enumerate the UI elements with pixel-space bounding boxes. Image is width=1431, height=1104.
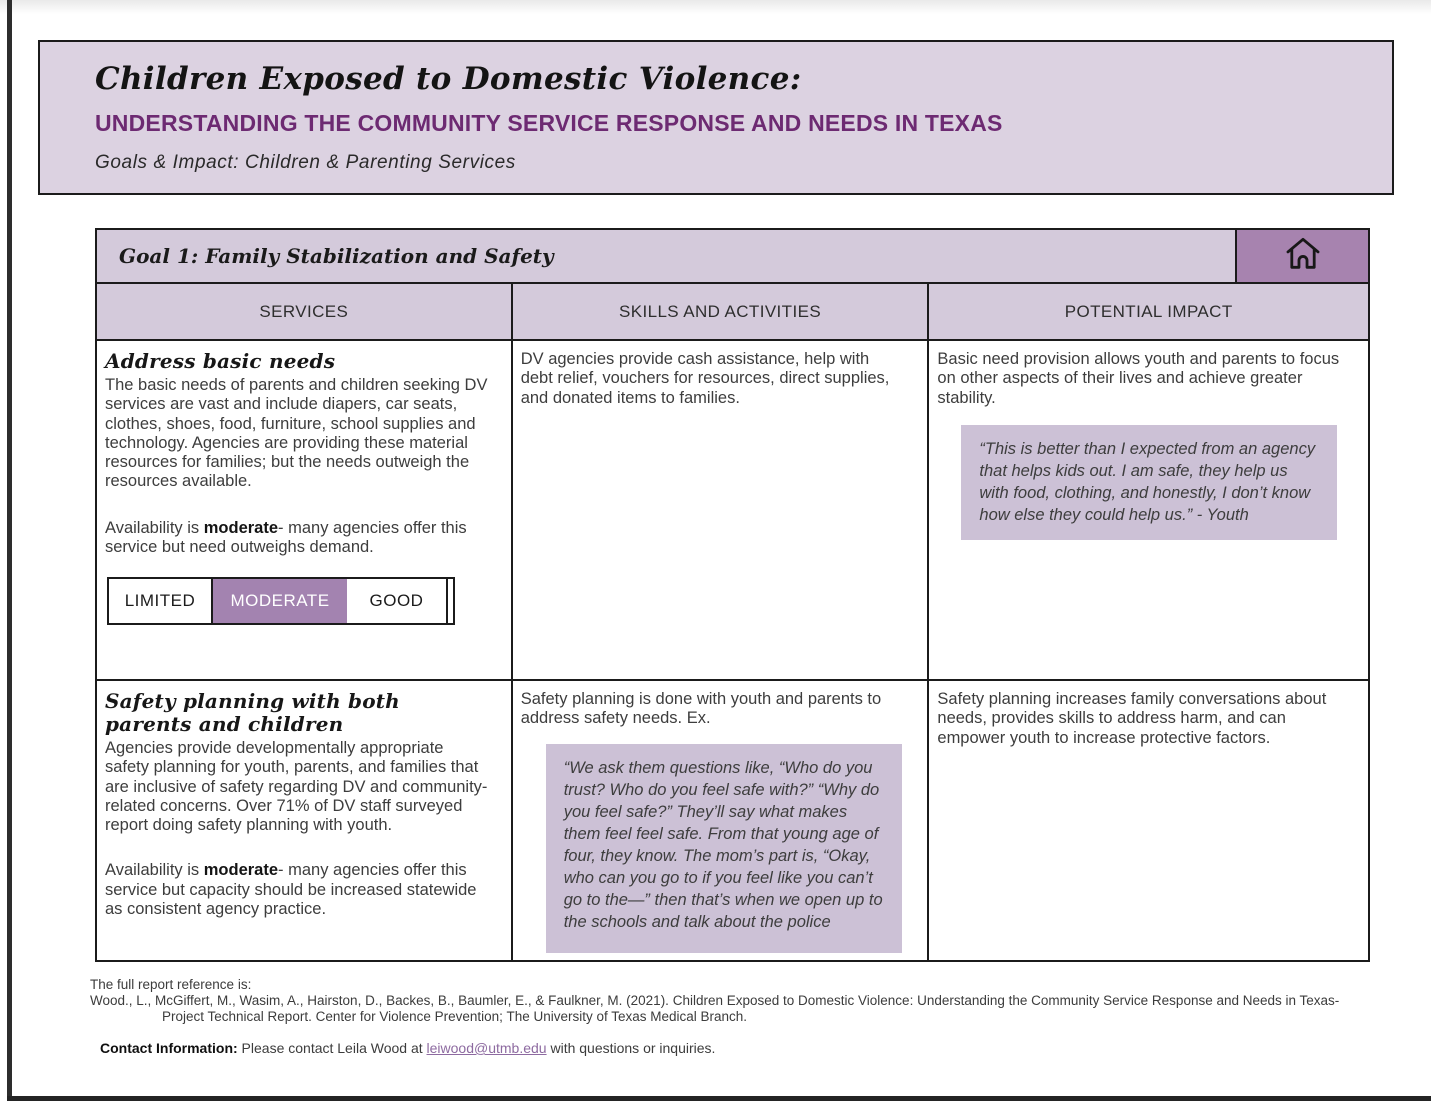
services-cell-basic-needs — [97, 341, 513, 679]
service-heading: Address basic needs — [105, 349, 336, 373]
table-row-basic-needs — [97, 341, 1368, 679]
services-cell-safety-planning — [97, 681, 513, 960]
column-header-impact: POTENTIAL IMPACT — [929, 284, 1368, 339]
scale-filler — [448, 579, 453, 623]
goal-title-row — [97, 230, 1368, 282]
availability-prefix: Availability is — [105, 861, 204, 880]
page-bottom-border — [7, 1096, 1431, 1101]
youth-quote-box: “This is better than I expected from an agency that helps kids out. I am safe, they help us with food, clothing, and honestly, I don’t know how else they could help us.” - Youth — [961, 425, 1337, 540]
availability-prefix: Availability is — [105, 518, 204, 537]
table-row-safety-planning — [97, 679, 1368, 960]
staff-quote-box: “We ask them questions like, “Who do you trust? Who do you feel safe with?” “Why do you feel safe?” They’ll say what makes them feel feel safe. From that young age of four, they know. The mom’s part is, “Okay, who can you go to if you feel like you can’t go to the—” then that’s when we open up to the schools and talk about the police — [546, 744, 902, 954]
document-title: Children Exposed to Domestic Violence: — [95, 61, 802, 97]
impact-cell-basic-needs — [929, 341, 1368, 679]
availability-note — [105, 861, 489, 919]
contact-email-link[interactable]: leiwood@utmb.edu — [426, 1040, 547, 1056]
impact-description: Basic need provision allows youth and parents to focus on other aspects of their lives and achieve greater stability. — [937, 350, 1340, 407]
document-header-banner — [38, 40, 1394, 195]
home-icon — [1282, 233, 1324, 280]
page-top-shadow — [0, 0, 1431, 14]
column-header-row — [97, 282, 1368, 341]
availability-note — [105, 519, 489, 558]
availability-suffix: - many agencies offer this service but capacity should be increased statewide as consistent agency practice. — [105, 861, 477, 919]
reference-intro: The full report reference is: — [90, 977, 252, 992]
document-tagline: Goals & Impact: Children & Parenting Services — [95, 152, 516, 173]
goal-table — [95, 228, 1370, 962]
scale-option-moderate-selected: MODERATE — [213, 579, 347, 623]
scale-option-limited: LIMITED — [109, 579, 213, 623]
page-left-border — [7, 0, 12, 1101]
scale-option-good: GOOD — [347, 579, 448, 623]
contact-text-post: with questions or inquiries. — [550, 1040, 716, 1056]
impact-description: Safety planning increases family conversations about needs, provides skills to address harm, and can empower youth to increase protective factors. — [937, 690, 1327, 747]
skills-description: Safety planning is done with youth and parents to address safety needs. Ex. — [520, 690, 882, 728]
goal-title: Goal 1: Family Stabilization and Safety — [97, 230, 1235, 282]
service-heading: Safety planning with both parents and children — [105, 689, 400, 736]
column-header-services: SERVICES — [97, 284, 513, 339]
skills-description: DV agencies provide cash assistance, help with debt relief, vouchers for resources, direct supplies, and donated items to families. — [520, 350, 890, 407]
home-button[interactable] — [1235, 230, 1368, 282]
skills-cell-safety-planning — [513, 681, 930, 960]
report-reference-block — [90, 977, 1342, 1026]
impact-cell-safety-planning — [929, 681, 1368, 960]
document-subtitle: UNDERSTANDING THE COMMUNITY SERVICE RESPONSE AND NEEDS IN TEXAS — [95, 110, 1003, 136]
reference-citation: Wood., L., McGiffert, M., Wasim, A., Hairston, D., Backes, B., Baumler, E., & Faulkner, M. (2021). Children Exposed to Domestic Violence: Understanding the Community Service Response and Needs in Texas-Project Technical Report. Center for Violence Prevention; The University of Texas Medical Branch. — [90, 993, 1340, 1025]
contact-label: Contact Information: — [100, 1040, 238, 1056]
availability-suffix: - many agencies offer this service but need outweighs demand. — [105, 518, 467, 557]
service-description: Agencies provide developmentally appropriate safety planning for youth, parents, and families that are inclusive of safety regarding DV and community-related concerns. Over 71% of DV staff surveyed report doing safety planning with youth. — [105, 739, 488, 835]
contact-text-pre: Please contact Leila Wood at — [241, 1040, 423, 1056]
service-description: The basic needs of parents and children seeking DV services are vast and include diapers, car seats, clothes, shoes, food, furniture, school supplies and technology. Agencies are providing these material resources for families; but the needs outweigh the resources available. — [105, 376, 488, 491]
contact-information-line — [100, 1040, 715, 1056]
skills-cell-basic-needs — [513, 341, 930, 679]
availability-scale — [107, 577, 455, 625]
column-header-skills: SKILLS AND ACTIVITIES — [513, 284, 930, 339]
availability-level: moderate — [203, 861, 279, 880]
availability-level: moderate — [203, 518, 279, 537]
